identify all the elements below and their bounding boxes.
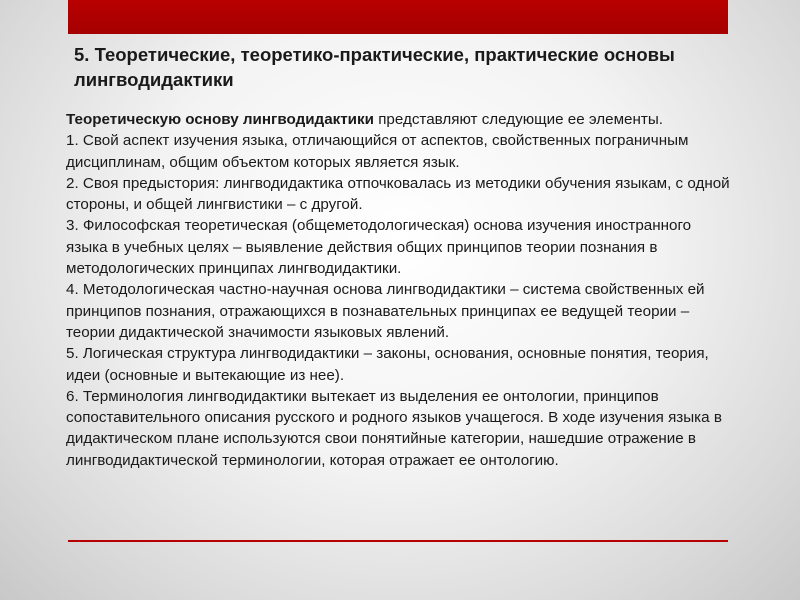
intro-paragraph — [66, 109, 736, 130]
list-item-4: 4. Методологическая частно-научная основа лингводидактики – система свойственных ей принципов познания, отражающихся в познавательных принципах ее ведущей теории – теории дидактической значимости языковых явлений. — [66, 281, 705, 341]
header-accent-bar — [68, 0, 728, 34]
list-item-1: 1. Свой аспект изучения языка, отличающийся от аспектов, свойственных пограничным дисциплинам, общим объектом которых является язык. — [66, 132, 689, 171]
footer-divider — [68, 540, 728, 542]
list-item-6: 6. Терминология лингводидактики вытекает из выделения ее онтологии, принципов сопоставительного описания русского и родного языков учащегося. В ходе изучения языка в дидактическом плане используются свои понятийные категории, нашедшие отражение в лингводидактической терминологии, которая отражает ее онтологию. — [66, 387, 722, 469]
list-item-3: 3. Философская теоретическая (общеметодологическая) основа изучения иностранного языка в учебных целях – выявление действия общих принципов теории познания в методологических принципах лингводидактики. — [66, 217, 692, 278]
list-item-5: 5. Логическая структура лингводидактики – законы, основания, основные понятия, теория, идеи (основные и вытекающие из нее). — [66, 345, 709, 384]
slide-body — [66, 109, 736, 471]
slide-title: 5. Теоретические, теоретико-практические, практические основы лингводидактики — [74, 44, 675, 90]
list-item-2: 2. Своя предыстория: лингводидактика отпочковалась из методики обучения языкам, с одной стороны, и общей лингвистики – с другой. — [66, 174, 730, 214]
intro-text: представляют следующие ее элементы. — [373, 111, 663, 128]
intro-bold-text: Теоретическую основу лингводидактики — [66, 111, 374, 128]
